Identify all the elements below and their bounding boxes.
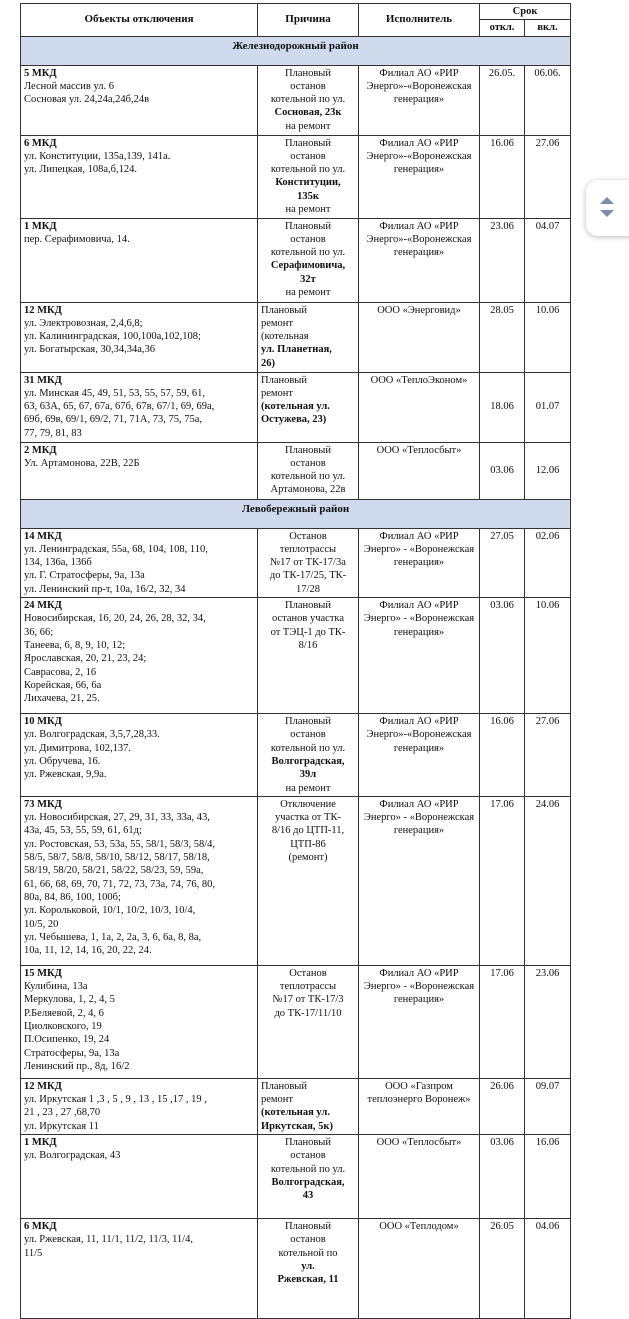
cause-cell	[258, 1219, 359, 1319]
cause-location: 39л	[299, 769, 317, 781]
date-off: 16.06	[480, 714, 525, 797]
address-line: ул. Липецкая, 108а,б,124.	[24, 164, 137, 176]
address-line: ул. Минская 45, 49, 51, 53, 55, 57, 59, 61,	[24, 387, 205, 399]
executor-cell: ООО «Теплодом»	[359, 1219, 480, 1319]
executor-cell: Филиал АО «РИР Энерго»-«Воронежская генерация»	[359, 218, 480, 302]
cause-line: Плановый	[261, 374, 307, 386]
executor-cell: Филиал АО «РИР Энерго»-«Воронежская генерация»	[359, 714, 480, 797]
executor-cell: Филиал АО «РИР Энерго» - «Воронежская генерация»	[359, 528, 480, 597]
cause-line: теплотрассы	[279, 981, 337, 993]
cause-line: от ТЭЦ-1 до ТК-	[270, 626, 346, 638]
address-line: 58/5, 58/7, 58/8, 58/10, 58/12, 58/17, 58/18,	[24, 852, 210, 864]
building-count: 15 МКД	[24, 967, 62, 979]
building-count: 12 МКД	[24, 1080, 62, 1092]
executor-cell: Филиал АО «РИР Энерго» - «Воронежская генерация»	[359, 796, 480, 965]
date-on: 24.06	[525, 796, 571, 965]
executor-cell: Филиал АО «РИР Энерго»-«Воронежская генерация»	[359, 135, 480, 218]
date-on: 16.06	[525, 1135, 571, 1219]
cause-line: 17/28	[296, 583, 320, 595]
building-count: 1 МКД	[24, 1137, 57, 1149]
cause-cell	[258, 714, 359, 797]
cause-line: Останов	[289, 530, 327, 542]
building-count: 5 МКД	[24, 67, 57, 79]
scroll-control[interactable]	[586, 180, 629, 236]
building-count: 1 МКД	[24, 220, 57, 232]
building-count: 12 МКД	[24, 304, 62, 316]
cause-line: ЦТП-86	[290, 838, 326, 850]
cause-line: Плановый	[261, 1080, 307, 1092]
date-on: 10.06	[525, 598, 571, 714]
date-on: 06.06.	[525, 65, 571, 135]
address-line: Ленинский пр., 8д, 16/2	[24, 1060, 130, 1072]
cause-cell	[258, 218, 359, 302]
address-line: 10а, 11, 12, 14, 16, 20, 22, 24.	[24, 945, 152, 957]
date-off: 18.06	[480, 372, 525, 442]
objects-cell	[21, 65, 258, 135]
cause-cell	[258, 442, 359, 499]
cause-location: Волгоградская,	[271, 1176, 345, 1188]
executor-cell: ООО «Теплосбыт»	[359, 442, 480, 499]
cause-line: останов	[290, 1234, 326, 1246]
objects-cell	[21, 135, 258, 218]
cause-line: котельной по ул.	[270, 1163, 346, 1175]
table-row	[21, 442, 571, 499]
executor-cell: Филиал АО «РИР Энерго» - «Воронежская генерация»	[359, 965, 480, 1078]
cause-line: Плановый	[285, 67, 331, 79]
cause-line: Плановый	[285, 137, 331, 149]
address-line: ул. Обручева, 16.	[24, 755, 101, 767]
cause-location: Волгоградская,	[271, 755, 345, 767]
cause-line: №17 от ТК-17/3	[272, 994, 344, 1006]
cause-line: останов участка	[271, 613, 345, 625]
address-line: 58/19, 58/20, 58/21, 58/22, 58/23, 59, 59а,	[24, 865, 204, 877]
address-line: Стратосферы, 9а, 13а	[24, 1047, 120, 1059]
address-line: 61, 66, 68, 69, 70, 71, 72, 73, 73а, 74, 76, 80,	[24, 878, 216, 890]
cause-line: ремонт	[261, 387, 294, 399]
table-row	[21, 965, 571, 1078]
objects-cell	[21, 965, 258, 1078]
building-count: 6 МКД	[24, 1221, 57, 1233]
cause-line: Плановый	[285, 220, 331, 232]
address-line: Лесной массив ул. 6	[24, 80, 115, 92]
cause-line: останов	[290, 150, 326, 162]
cause-note: на ремонт	[285, 204, 331, 216]
cause-location: Сосновая, 23к	[274, 107, 342, 119]
cause-line: Плановый	[285, 600, 331, 612]
address-line: 10/5, 20	[24, 918, 59, 930]
table-row	[21, 1135, 571, 1219]
executor-cell: ООО «ТеплоЭконом»	[359, 372, 480, 442]
building-count: 73 МКД	[24, 798, 62, 810]
date-on: 23.06	[525, 965, 571, 1078]
header-cause: Причина	[258, 4, 359, 37]
cause-cell	[258, 598, 359, 714]
table-row	[21, 598, 571, 714]
address-line: ул. Корольковой, 10/1, 10/2, 10/3, 10/4,	[24, 905, 196, 917]
cause-line: 8/16 до ЦТП-11,	[271, 825, 345, 837]
cause-cell	[258, 1078, 359, 1134]
cause-note: на ремонт	[285, 120, 331, 132]
address-line: 63, 63А, 65, 67, 67а, 67б, 67в, 67/1, 69, 69а,	[24, 401, 215, 413]
cause-line: Артамонова, 22в	[270, 484, 346, 496]
header-off: откл.	[480, 20, 525, 36]
cause-location: ул. Планетная,	[261, 344, 332, 356]
outage-schedule-table	[20, 3, 571, 1319]
date-on: 04.06	[525, 1219, 571, 1319]
address-line: 21 , 23 , 27 ,68,70	[24, 1107, 101, 1119]
district-row	[21, 499, 571, 528]
cause-line: котельной по	[278, 1247, 338, 1259]
cause-line: до ТК-17/11/10	[274, 1007, 342, 1019]
address-line: Ярославская, 20, 21, 23, 24;	[24, 653, 147, 665]
date-off: 28.05	[480, 302, 525, 372]
date-on: 02.06	[525, 528, 571, 597]
table-row	[21, 528, 571, 597]
cause-cell	[258, 65, 359, 135]
date-off: 26.05.	[480, 65, 525, 135]
cause-location: (котельная ул.	[261, 1107, 330, 1119]
date-on: 27.06	[525, 135, 571, 218]
objects-cell	[21, 1219, 258, 1319]
cause-line: котельной по ул.	[270, 164, 346, 176]
date-off: 26.05	[480, 1219, 525, 1319]
date-off: 16.06	[480, 135, 525, 218]
objects-cell	[21, 372, 258, 442]
table-row	[21, 1219, 571, 1319]
cause-location: Конституции,	[275, 177, 341, 189]
cause-line: ремонт	[261, 1094, 294, 1106]
table-row	[21, 218, 571, 302]
cause-note: на ремонт	[285, 782, 331, 794]
building-count: 6 МКД	[24, 137, 57, 149]
table-row	[21, 372, 571, 442]
address-line: 11/5	[24, 1247, 43, 1259]
address-line: ул. Ростовская, 53, 53а, 55, 58/1, 58/3, 58/4,	[24, 838, 216, 850]
address-line: ул. Димитрова, 102,137.	[24, 742, 132, 754]
cause-line: Плановый	[285, 716, 331, 728]
objects-cell	[21, 796, 258, 965]
cause-cell	[258, 528, 359, 597]
address-line: 80а, 84, 86, 100, 100б;	[24, 891, 121, 903]
executor-cell: Филиал АО «РИР Энерго»-«Воронежская генерация»	[359, 65, 480, 135]
cause-cell	[258, 372, 359, 442]
address-line: ул. Новосибирская, 27, 29, 31, 33, 33а, 43,	[24, 812, 210, 824]
address-line: Кулибина, 13а	[24, 981, 88, 993]
header-objects: Объекты отключения	[21, 4, 258, 37]
cause-line: 8/16	[298, 639, 318, 651]
date-off: 03.06	[480, 442, 525, 499]
building-count: 24 МКД	[24, 600, 62, 612]
cause-cell	[258, 1135, 359, 1219]
address-line: Новосибирская, 16, 20, 24, 26, 28, 32, 34,	[24, 613, 206, 625]
table-row	[21, 714, 571, 797]
cause-location: 32т	[300, 273, 316, 285]
header-term: Срок	[480, 4, 571, 20]
cause-line: останов	[290, 80, 326, 92]
date-off: 26.06	[480, 1078, 525, 1134]
objects-cell	[21, 1135, 258, 1219]
cause-cell	[258, 302, 359, 372]
cause-line: останов	[290, 457, 326, 469]
address-line: П.Осипенко, 19, 24	[24, 1034, 110, 1046]
cause-line: останов	[290, 729, 326, 741]
objects-cell	[21, 218, 258, 302]
cause-line: котельной по ул.	[270, 247, 346, 259]
district-row	[21, 36, 571, 65]
address-line: 69б, 69в, 69/1, 69/2, 71, 71А, 73, 75, 75а,	[24, 414, 203, 426]
district-name: Левобережный район	[21, 499, 571, 528]
cause-line: (ремонт)	[288, 852, 328, 864]
address-line: ул. Богатырская, 30,34,34а,36	[24, 344, 156, 356]
cause-line: котельной по ул.	[270, 742, 346, 754]
date-on: 10.06	[525, 302, 571, 372]
header-executor: Исполнитель	[359, 4, 480, 37]
cause-location: Ржевская, 11	[277, 1274, 339, 1286]
address-line: ул. Ржевская, 11, 11/1, 11/2, 11/3, 11/4,	[24, 1234, 193, 1246]
cause-line: останов	[290, 233, 326, 245]
address-line: Саврасова, 2, 16	[24, 666, 97, 678]
date-off: 17.06	[480, 796, 525, 965]
cause-line: останов	[290, 1150, 326, 1162]
address-line: ул. Волгоградская, 3,5,7,28,33.	[24, 729, 160, 741]
cause-line: до ТК-17/25, ТК-	[269, 570, 347, 582]
cause-location: Серафимовича,	[270, 260, 346, 272]
building-count: 14 МКД	[24, 530, 62, 542]
scroll-up-down-icon	[596, 194, 618, 220]
header-on: вкл.	[525, 20, 571, 36]
address-line: 43а, 45, 53, 55, 59, 61, 61д;	[24, 825, 142, 837]
date-on: 12.06	[525, 442, 571, 499]
address-line: Танеева, 6, 8, 9, 10, 12;	[24, 639, 126, 651]
cause-cell	[258, 796, 359, 965]
date-on: 09.07	[525, 1078, 571, 1134]
table-row	[21, 1078, 571, 1134]
cause-location: 135к	[297, 190, 319, 202]
address-line: Ул. Артамонова, 22В, 22Б	[24, 457, 140, 469]
address-line: ул. Ржевская, 9,9а.	[24, 769, 107, 781]
date-on: 04.07	[525, 218, 571, 302]
cause-note: на ремонт	[285, 287, 331, 299]
address-line: 134, 136а, 136б	[24, 557, 92, 569]
cause-location: 26)	[261, 357, 275, 369]
objects-cell	[21, 302, 258, 372]
table-row	[21, 135, 571, 218]
building-count: 10 МКД	[24, 716, 62, 728]
table-row	[21, 302, 571, 372]
address-line: ул. Ленинский пр-т, 10а, 16/2, 32, 34	[24, 583, 186, 595]
cause-location: (котельная ул.	[261, 401, 330, 413]
executor-cell: ООО «Газпром теплоэнерго Воронеж»	[359, 1078, 480, 1134]
cause-line: Отключение	[280, 798, 336, 810]
address-line: Сосновая ул. 24,24а,24б,24в	[24, 94, 150, 106]
address-line: Р.Беляевой, 2, 4, 6	[24, 1007, 104, 1019]
address-line: Меркулова, 1, 2, 4, 5	[24, 994, 115, 1006]
date-off: 17.06	[480, 965, 525, 1078]
executor-cell: ООО «Теплосбыт»	[359, 1135, 480, 1219]
address-line: ул. Калининградская, 100,100а,102,108;	[24, 331, 201, 343]
address-line: Лихачева, 21, 25.	[24, 693, 100, 705]
cause-line: №17 от ТК-17/3а	[270, 557, 346, 569]
objects-cell	[21, 442, 258, 499]
address-line: 36, 66;	[24, 626, 54, 638]
cause-line: Плановый	[285, 444, 331, 456]
date-off: 27.05	[480, 528, 525, 597]
cause-line: участка от ТК-	[275, 812, 341, 824]
executor-cell: ООО «Энерговид»	[359, 302, 480, 372]
cause-line: котельной по ул.	[270, 94, 346, 106]
address-line: ул. Конституции, 135а,139, 141а.	[24, 150, 171, 162]
address-line: пер. Серафимовича, 14.	[24, 233, 130, 245]
cause-line: Останов	[289, 967, 327, 979]
date-on: 27.06	[525, 714, 571, 797]
cause-line: Плановый	[285, 1137, 331, 1149]
objects-cell	[21, 598, 258, 714]
address-line: Циолковского, 19	[24, 1021, 102, 1033]
cause-line: Плановый	[261, 304, 307, 316]
table-row	[21, 796, 571, 965]
district-name: Железнодорожный район	[21, 36, 571, 65]
date-off: 23.06	[480, 218, 525, 302]
building-count: 31 МКД	[24, 374, 62, 386]
address-line: 77, 79, 81, 83	[24, 427, 82, 439]
cause-location: Остужева, 23)	[261, 414, 327, 426]
cause-line: Плановый	[285, 1221, 331, 1233]
cause-cell	[258, 135, 359, 218]
table-row	[21, 65, 571, 135]
building-count: 2 МКД	[24, 444, 57, 456]
address-line: ул. Иркутская 1 ,3 , 5 , 9 , 13 , 15 ,17 , 19 ,	[24, 1094, 207, 1106]
address-line: ул. Иркутская 11	[24, 1120, 99, 1132]
cause-line: котельной по ул.	[270, 471, 346, 483]
cause-cell	[258, 965, 359, 1078]
objects-cell	[21, 528, 258, 597]
date-off: 03.06	[480, 598, 525, 714]
address-line: ул. Волгоградская, 43	[24, 1150, 121, 1162]
cause-location: 43	[302, 1190, 314, 1202]
address-line: ул. Чебышева, 1, 1а, 2, 2а, 3, 6, 6а, 8, 8а,	[24, 931, 202, 943]
address-line: ул. Г. Стратосферы, 9а, 13а	[24, 570, 145, 582]
date-on: 01.07	[525, 372, 571, 442]
address-line: Корейская, 66, 6а	[24, 679, 102, 691]
cause-line: ремонт	[261, 317, 294, 329]
objects-cell	[21, 1078, 258, 1134]
cause-line: теплотрассы	[279, 543, 337, 555]
date-off: 03.06	[480, 1135, 525, 1219]
address-line: ул. Ленинградская, 55а, 68, 104, 108, 110,	[24, 543, 208, 555]
cause-line: (котельная	[261, 331, 309, 343]
cause-location: ул.	[301, 1260, 315, 1272]
cause-location: Иркутская, 5к)	[261, 1120, 333, 1132]
address-line: ул. Электровозная, 2,4,6,8;	[24, 317, 143, 329]
executor-cell: Филиал АО «РИР Энерго» - «Воронежская генерация»	[359, 598, 480, 714]
objects-cell	[21, 714, 258, 797]
